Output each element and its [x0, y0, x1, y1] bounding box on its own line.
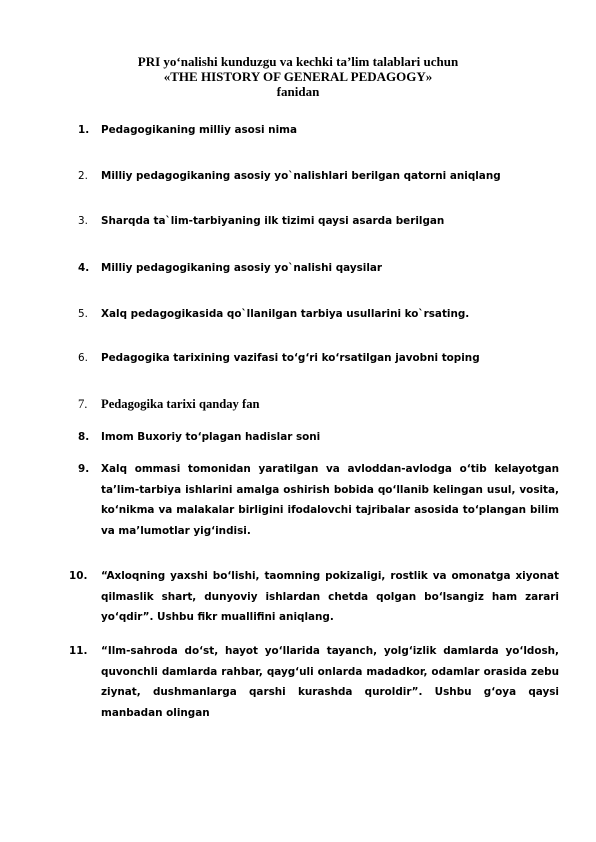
- question-text: Imom Buxoriy to‘plagan hadislar soni: [101, 431, 321, 443]
- header-line-2: «THE HISTORY OF GENERAL PEDAGOGY»: [163, 69, 433, 84]
- question-9: [78, 459, 559, 541]
- question-3: [78, 211, 559, 232]
- question-number: 7.: [78, 397, 88, 411]
- question-text: Sharqda ta`lim-tarbiyaning ilk tizimi qaysi asarda berilgan: [101, 215, 445, 227]
- question-number: 10.: [69, 570, 88, 582]
- question-text: Pedagogika tarixi qanday fan: [101, 397, 260, 411]
- question-number: 1.: [78, 124, 90, 136]
- question-5: [78, 304, 559, 325]
- question-text: Xalq ommasi tomonidan yaratilgan va avloddan-avlodga o‘tib kelayotgan ta’lim-tarbiya ishlarini amalga oshirish bobida qo‘llanib kelingan usul, vosita, ko‘nikma va malakalar birligini ifodalovchi tajribalar asosida to‘plangan bilim va ma’lumotlar yig‘indisi.: [101, 463, 559, 537]
- question-10: [69, 566, 559, 628]
- question-number: 3.: [78, 215, 88, 227]
- question-4: [78, 258, 559, 279]
- question-number: 4.: [78, 262, 90, 274]
- header-line-3: fanidan: [276, 84, 320, 99]
- question-number: 9.: [78, 463, 90, 475]
- question-text: Milliy pedagogikaning asosiy yo`nalishi qaysilar: [101, 262, 383, 274]
- question-2: [78, 166, 559, 187]
- question-number: 11.: [69, 645, 88, 657]
- question-text: “Ilm-sahroda do‘st, hayot yo‘llarida tayanch, yolg‘izlik damlarda yo‘ldosh, quvonchli damlarda rahbar, qayg‘uli onlarda madadkor, odamlar orasida zebu ziynat, dushmanlarga qarshi kurashda quroldir”. Ushbu g‘oya qaysi manbadan olingan: [101, 645, 559, 719]
- question-text: Xalq pedagogikasida qo`llanilgan tarbiya usullarini ko`rsating.: [101, 308, 470, 320]
- header-line-1: PRI yo‘nalishi kunduzgu va kechki ta’lim talablari uchun: [137, 54, 459, 69]
- question-text: Pedagogikaning milliy asosi nima: [101, 124, 297, 136]
- question-8: [78, 427, 559, 448]
- question-number: 6.: [78, 352, 88, 364]
- question-11: [69, 641, 559, 723]
- question-number: 5.: [78, 308, 88, 320]
- question-6: [78, 348, 559, 369]
- question-number: 2.: [78, 170, 88, 182]
- question-number: 8.: [78, 431, 90, 443]
- question-1: [78, 120, 559, 141]
- question-text: Milliy pedagogikaning asosiy yo`nalishlari berilgan qatorni aniqlang: [101, 170, 501, 182]
- question-text: “Axloqning yaxshi bo‘lishi, taomning pokizaligi, rostlik va omonatga xiyonat qilmaslik shart, dunyoviy ishlardan chetda qolgan bo‘lsangiz ham zarari yo‘qdir”. Ushbu fikr muallifini aniqlang.: [101, 570, 559, 623]
- question-text: Pedagogika tarixining vazifasi to‘g‘ri ko‘rsatilgan javobni toping: [101, 352, 480, 364]
- question-7: [78, 394, 559, 415]
- document-header: [0, 54, 596, 99]
